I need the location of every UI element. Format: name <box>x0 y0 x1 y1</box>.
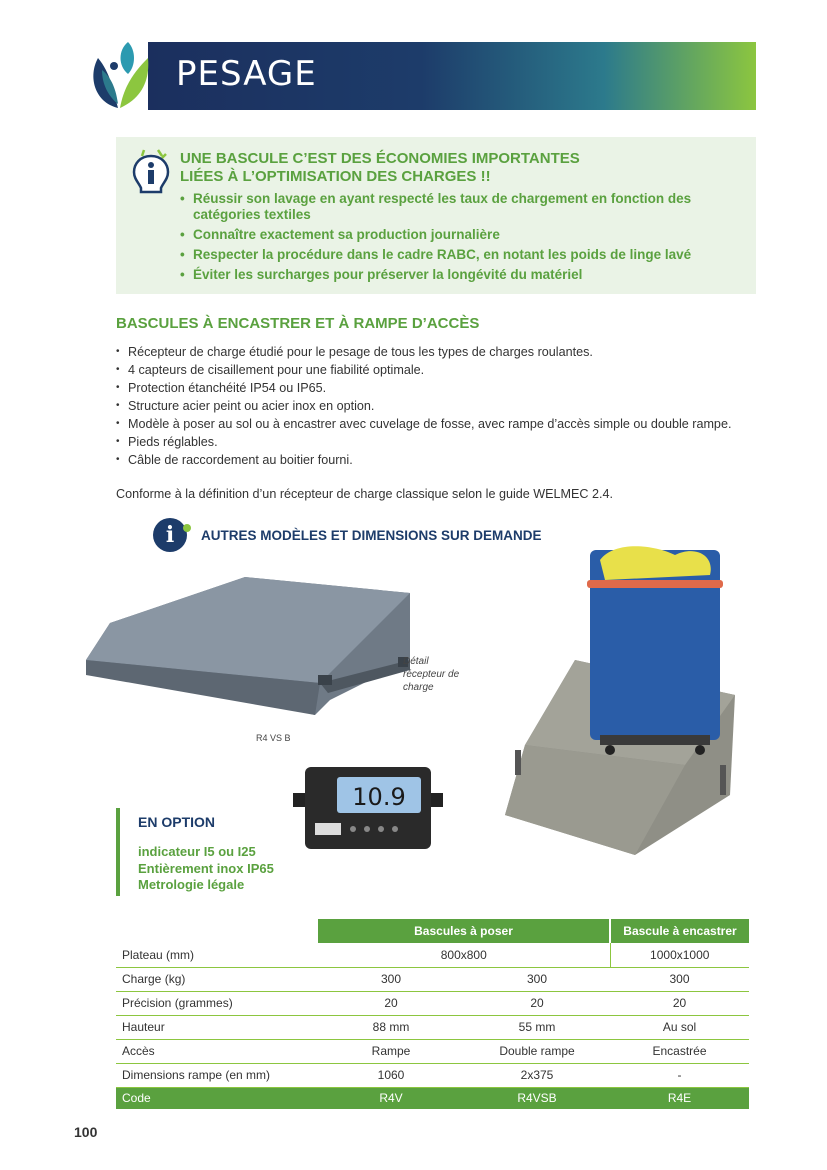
table-row-label: Charge (kg) <box>116 967 318 991</box>
table-cell: R4VSB <box>464 1087 610 1109</box>
table-cell: Au sol <box>610 1015 749 1039</box>
section-title: BASCULES À ENCASTRER ET À RAMPE D’ACCÈS <box>116 315 480 332</box>
option-list <box>138 844 274 894</box>
table-cell: 2x375 <box>464 1063 610 1087</box>
table-cell: 300 <box>610 967 749 991</box>
table-cell: R4E <box>610 1087 749 1109</box>
table-header-row <box>116 919 749 943</box>
tip-title <box>180 150 680 186</box>
table-row-label: Dimensions rampe (en mm) <box>116 1063 318 1087</box>
info-icon: i <box>153 518 187 552</box>
feature-item: • Câble de raccordement au boitier fourni. <box>116 451 746 469</box>
indicator-display: 10.9 <box>352 783 406 811</box>
feature-list <box>116 343 746 469</box>
page-title: PESAGE <box>176 54 317 94</box>
table-cell: 300 <box>318 967 464 991</box>
brand-logo-icon <box>84 36 164 116</box>
spec-table <box>116 919 749 1109</box>
ramp-scale-image <box>80 565 435 725</box>
tip-item: • Réussir son lavage en ayant respecté les taux de chargement en fonction des catégories textiles <box>180 191 750 223</box>
feature-item: • Pieds réglables. <box>116 433 746 451</box>
feature-item: • Structure acier peint ou acier inox en option. <box>116 397 746 415</box>
tip-item: • Respecter la procédure dans le cadre RABC, en notant les poids de linge lavé <box>180 247 750 263</box>
option-item: Entièrement inox IP65 <box>138 860 274 876</box>
table-cell: 1000x1000 <box>610 943 749 967</box>
tip-item: • Éviter les surcharges pour préserver la longévité du matériel <box>180 267 750 283</box>
detail-caption-line2: récepteur de <box>403 669 460 680</box>
lightbulb-info-icon <box>130 148 172 196</box>
table-cell: 20 <box>610 991 749 1015</box>
table-row <box>116 1063 749 1087</box>
option-item: indicateur I5 ou I25 <box>138 844 256 859</box>
tip-item: • Connaître exactement sa production journalière <box>180 227 750 243</box>
detail-caption-line1: Détail <box>403 656 429 667</box>
table-cell: 300 <box>464 967 610 991</box>
table-cell: Double rampe <box>464 1039 610 1063</box>
table-header-encastrer: Bascule à encastrer <box>610 919 749 943</box>
table-cell: 1060 <box>318 1063 464 1087</box>
option-title: EN OPTION <box>138 814 216 830</box>
table-row <box>116 991 749 1015</box>
tip-list <box>180 191 750 287</box>
table-row <box>116 943 749 967</box>
scale-with-trolley-image <box>505 525 755 855</box>
table-row-label: Accès <box>116 1039 318 1063</box>
table-header-empty <box>116 919 318 943</box>
tip-title-line2: LIÉES À L’OPTIMISATION DES CHARGES !! <box>180 168 491 185</box>
feature-item: • Récepteur de charge étudié pour le pesage de tous les types de charges roulantes. <box>116 343 746 361</box>
table-cell: 800x800 <box>318 943 610 967</box>
table-row-label: Hauteur <box>116 1015 318 1039</box>
feature-item: • Modèle à poser au sol ou à encastrer avec cuvelage de fosse, avec rampe d’accès simple ou double rampe. <box>116 415 746 433</box>
feature-item: • Protection étanchéité IP54 ou IP65. <box>116 379 746 397</box>
option-item: Metrologie légale <box>138 877 245 892</box>
table-row-label: Plateau (mm) <box>116 943 318 967</box>
weighing-indicator-image <box>293 763 443 853</box>
conformity-text: Conforme à la définition d’un récepteur de charge classique selon le guide WELMEC 2.4. <box>116 487 614 501</box>
table-cell: Encastrée <box>610 1039 749 1063</box>
detail-caption-line3: charge <box>403 682 434 693</box>
table-row <box>116 1039 749 1063</box>
table-cell: 20 <box>464 991 610 1015</box>
table-row-label: Code <box>116 1087 318 1109</box>
table-cell: R4V <box>318 1087 464 1109</box>
table-row-label: Précision (grammes) <box>116 991 318 1015</box>
option-accent-bar <box>116 808 120 896</box>
tip-title-line1: UNE BASCULE C’EST DES ÉCONOMIES IMPORTANTES <box>180 150 580 167</box>
detail-caption <box>403 655 483 694</box>
feature-item: • 4 capteurs de cisaillement pour une fiabilité optimale. <box>116 361 746 379</box>
table-header-poser: Bascules à poser <box>318 919 610 943</box>
table-cell: Rampe <box>318 1039 464 1063</box>
page-number: 100 <box>74 1124 98 1140</box>
info-text: AUTRES MODÈLES ET DIMENSIONS SUR DEMANDE <box>201 528 542 543</box>
table-cell: 88 mm <box>318 1015 464 1039</box>
table-cell: - <box>610 1063 749 1087</box>
table-cell: 20 <box>318 991 464 1015</box>
table-code-row <box>116 1087 749 1109</box>
model-caption: R4 VS B <box>256 733 291 743</box>
table-row <box>116 1015 749 1039</box>
table-cell: 55 mm <box>464 1015 610 1039</box>
table-row <box>116 967 749 991</box>
